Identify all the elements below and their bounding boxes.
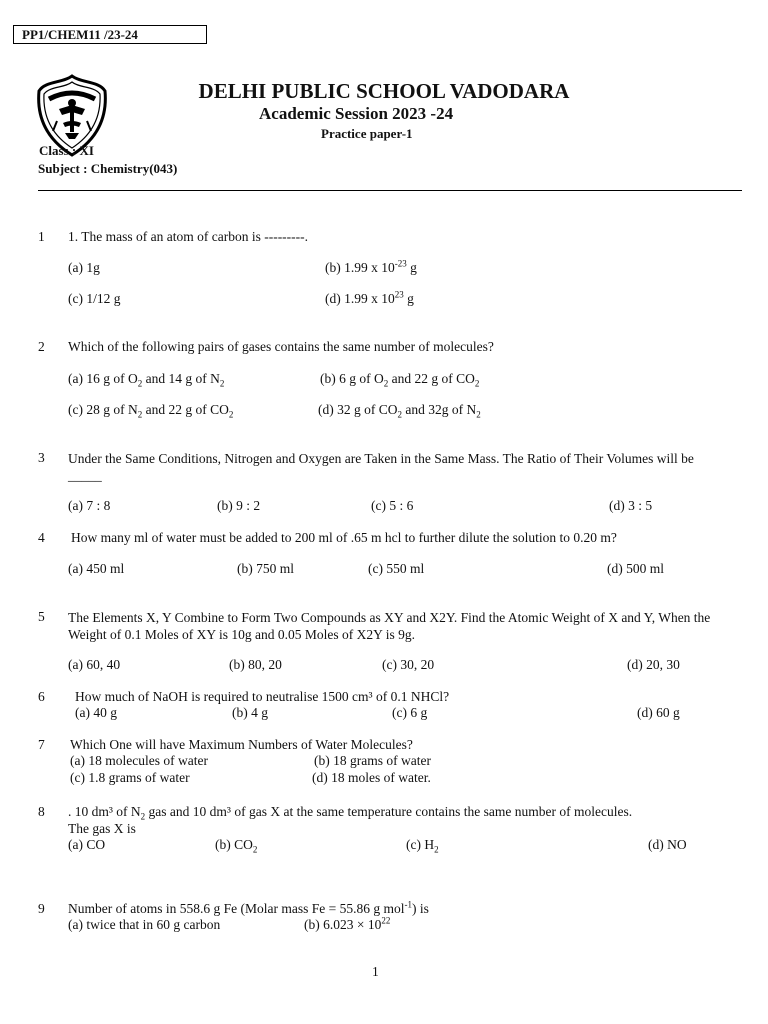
question-number: 3 xyxy=(38,450,45,465)
question-number: 2 xyxy=(38,339,45,354)
option-c: (c) 1.8 grams of water xyxy=(70,770,190,785)
option-c: (c) 30, 20 xyxy=(382,657,435,672)
option-b: (b) 18 grams of water xyxy=(314,753,431,768)
option-a: (a) 60, 40 xyxy=(68,657,121,672)
option-b: (b) 9 : 2 xyxy=(217,498,261,513)
option-c: (c) 6 g xyxy=(392,705,428,720)
option-d: (d) 32 g of $CO_2$ and 32g of $N_2$ xyxy=(318,402,481,420)
option-d: (d) 3 : 5 xyxy=(609,498,653,513)
option-a: (a) 450 ml xyxy=(68,561,125,576)
question-number: 5 xyxy=(38,609,45,624)
option-b: (b) $6.023 \times 10^{22}$ xyxy=(304,915,391,932)
option-b: (b) $CO_2$ xyxy=(215,837,258,855)
option-c: (c) 1/12 g xyxy=(68,291,121,306)
question-number: 1 xyxy=(38,229,45,244)
question-text: How much of NaOH is required to neutralise 1500 cm³ of 0.1 NHCl? xyxy=(75,689,450,704)
paper-code: PP1/CHEM11 /23-24 xyxy=(13,25,207,44)
option-a: (a) 16 g of $O_2$ and 14 g of $N_2$ xyxy=(68,371,225,389)
option-a: (a) twice that in 60 g carbon xyxy=(68,917,221,932)
question-text: How many ml of water must be added to 200 ml of .65 m hcl to further dilute the solution to 0.20 m? xyxy=(71,530,617,545)
option-a: (a) 7 : 8 xyxy=(68,498,111,513)
option-d: (d) 20, 30 xyxy=(627,657,680,672)
school-name: DELHI PUBLIC SCHOOL VADODARA xyxy=(198,79,570,103)
header-divider xyxy=(38,190,742,191)
option-b: (b) 80, 20 xyxy=(229,657,282,672)
option-b: (b) 4 g xyxy=(232,705,268,720)
option-d: (d) 18 moles of water. xyxy=(312,770,431,785)
question-text: . 10 dm³ of $N_2$ gas and 10 dm³ of gas X at the same temperature contains the same number of molecules. xyxy=(68,804,633,822)
class-label: Class : XI xyxy=(39,143,94,158)
option-b: (b) 750 ml xyxy=(237,561,294,576)
option-d: (d) 1.99 x $10^{23}$ g xyxy=(325,289,414,306)
option-a: (a) 18 molecules of water xyxy=(70,753,208,768)
option-b: (b) 1.99 x $10^{-23}$ g xyxy=(325,258,417,275)
option-c: (c) 550 ml xyxy=(368,561,425,576)
option-a: (a) 40 g xyxy=(75,705,117,720)
question-number: 8 xyxy=(38,804,45,819)
question-text: Which of the following pairs of gases contains the same number of molecules? xyxy=(68,339,494,354)
question-number: 7 xyxy=(38,737,45,752)
question-number: 4 xyxy=(38,530,45,545)
option-d: (d) 500 ml xyxy=(607,561,664,576)
academic-session: Academic Session 2023 -24 xyxy=(259,104,454,123)
question-text: Number of atoms in 558.6 g Fe (Molar mass Fe = 55.86 g mol$^{-1}$) is xyxy=(68,899,429,916)
question-text: 1. The mass of an atom of carbon is ---------. xyxy=(68,229,309,244)
option-c: (c) $H_2$ xyxy=(406,837,439,855)
question-text-continued: The gas X is xyxy=(68,821,136,836)
question-number: 6 xyxy=(38,689,45,704)
option-d: (d) NO xyxy=(648,837,687,852)
question-text: The Elements X, Y Combine to Form Two Compounds as XY and X2Y. Find the Atomic Weight of X and Y, When the Weight of 0.1 Moles of XY is 10g and 0.05 Moles of X2Y is 9g. xyxy=(68,610,711,642)
subject-label: Subject : Chemistry(043) xyxy=(38,161,178,176)
option-a: (a) 1g xyxy=(68,260,100,275)
paper-title: Practice paper-1 xyxy=(321,126,413,141)
question-text: Under the Same Conditions, Nitrogen and Oxygen are Taken in the Same Mass. The Ratio of Their Volumes will be _____ xyxy=(68,451,694,483)
option-a: (a) CO xyxy=(68,837,106,852)
option-d: (d) 60 g xyxy=(637,705,680,720)
option-b: (b) 6 g of $O_2$ and 22 g of $CO_2$ xyxy=(320,371,480,389)
option-c: (c) 5 : 6 xyxy=(371,498,414,513)
page-number: 1 xyxy=(372,964,379,979)
question-number: 9 xyxy=(38,901,45,916)
question-text: Which One will have Maximum Numbers of Water Molecules? xyxy=(70,737,413,752)
option-c: (c) 28 g of $N_2$ and 22 g of $CO_2$ xyxy=(68,402,234,420)
